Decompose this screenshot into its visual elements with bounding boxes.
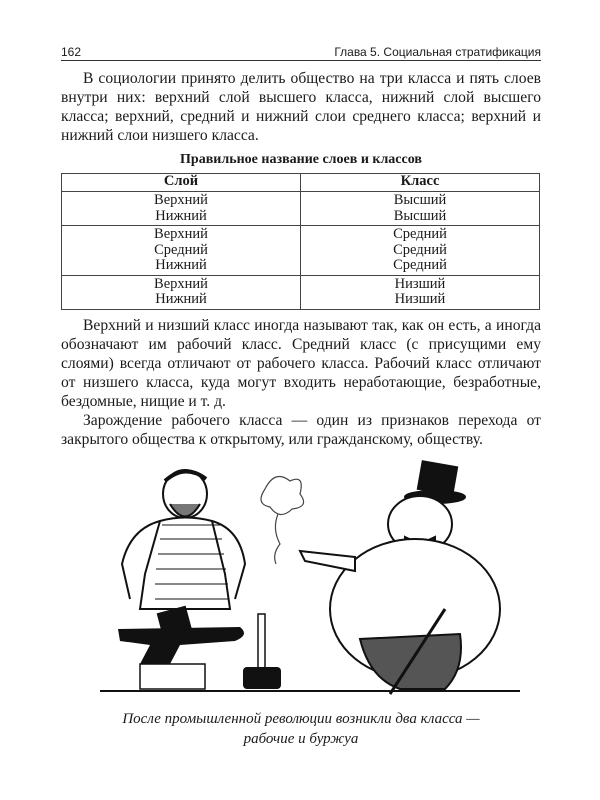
layer-value: Нижний [155, 207, 207, 224]
layer-value: Верхний [154, 192, 208, 208]
layer-value: Нижний [155, 257, 207, 273]
layer-value: Верхний [154, 226, 208, 242]
class-cell [301, 226, 540, 276]
table-row [62, 192, 540, 226]
column-header-layer: Слой [62, 174, 301, 192]
layers-classes-table [61, 173, 540, 310]
chapter-title: Глава 5. Социальная стратификация [334, 45, 541, 59]
anvil-icon [118, 605, 244, 688]
class-value: Средний [393, 257, 447, 273]
bourgeois-figure [300, 461, 500, 694]
layer-value: Нижний [155, 291, 207, 307]
paragraph-classes [61, 316, 541, 411]
worker-figure [122, 470, 245, 609]
class-value: Низший [394, 291, 446, 307]
layer-value: Средний [154, 241, 208, 258]
page-body [61, 0, 541, 749]
table-title: Правильное название слоев и классов [180, 152, 422, 167]
running-header [61, 42, 541, 61]
table-row [62, 226, 540, 276]
class-value: Низший [394, 275, 446, 292]
paragraph-text: Зарождение рабочего класса — один из признаков перехода от закрытого общества к открытому, или гражданскому, обществу. [61, 411, 541, 448]
paragraph-working-class [61, 411, 541, 449]
paragraph-intro [61, 69, 541, 145]
page-number: 162 [61, 45, 82, 59]
class-cell [301, 275, 540, 309]
figure-caption [61, 709, 541, 749]
class-value: Высший [393, 207, 447, 224]
layer-cell [62, 226, 301, 276]
table-header-row [62, 174, 540, 192]
caption-line: После промышленной революции возникли два класса — [122, 710, 480, 727]
table-row [62, 275, 540, 309]
class-value: Средний [393, 226, 447, 242]
smoke-icon [261, 476, 304, 564]
hammer-icon [243, 614, 281, 689]
caption-line: рабочие и буржуа [243, 730, 359, 747]
column-header-class: Класс [301, 174, 540, 192]
cartoon-illustration [100, 459, 520, 699]
paragraph-text: В социологии принято делить общество на три класса и пять слоев внутри них: верхний слой высшего класса, нижний слой высшего класса; верхний, средний и нижний слои среднего класса; верхний и нижний слои низшего класса. [61, 70, 541, 144]
layer-cell [62, 192, 301, 226]
layer-value: Верхний [154, 275, 208, 292]
class-cell [301, 192, 540, 226]
class-value: Средний [393, 241, 447, 258]
layer-cell [62, 275, 301, 309]
class-value: Высший [393, 192, 447, 208]
paragraph-text: Верхний и низший класс иногда называют так, как он есть, а иногда обозначают им рабочий класс. Средний класс (с присущими ему слоями) всегда отличают от рабочего класса. Рабочий класс отличают от низшего класса, куда могут входить неработающие, безработные, бездомные, нищие и т. д. [61, 316, 541, 410]
